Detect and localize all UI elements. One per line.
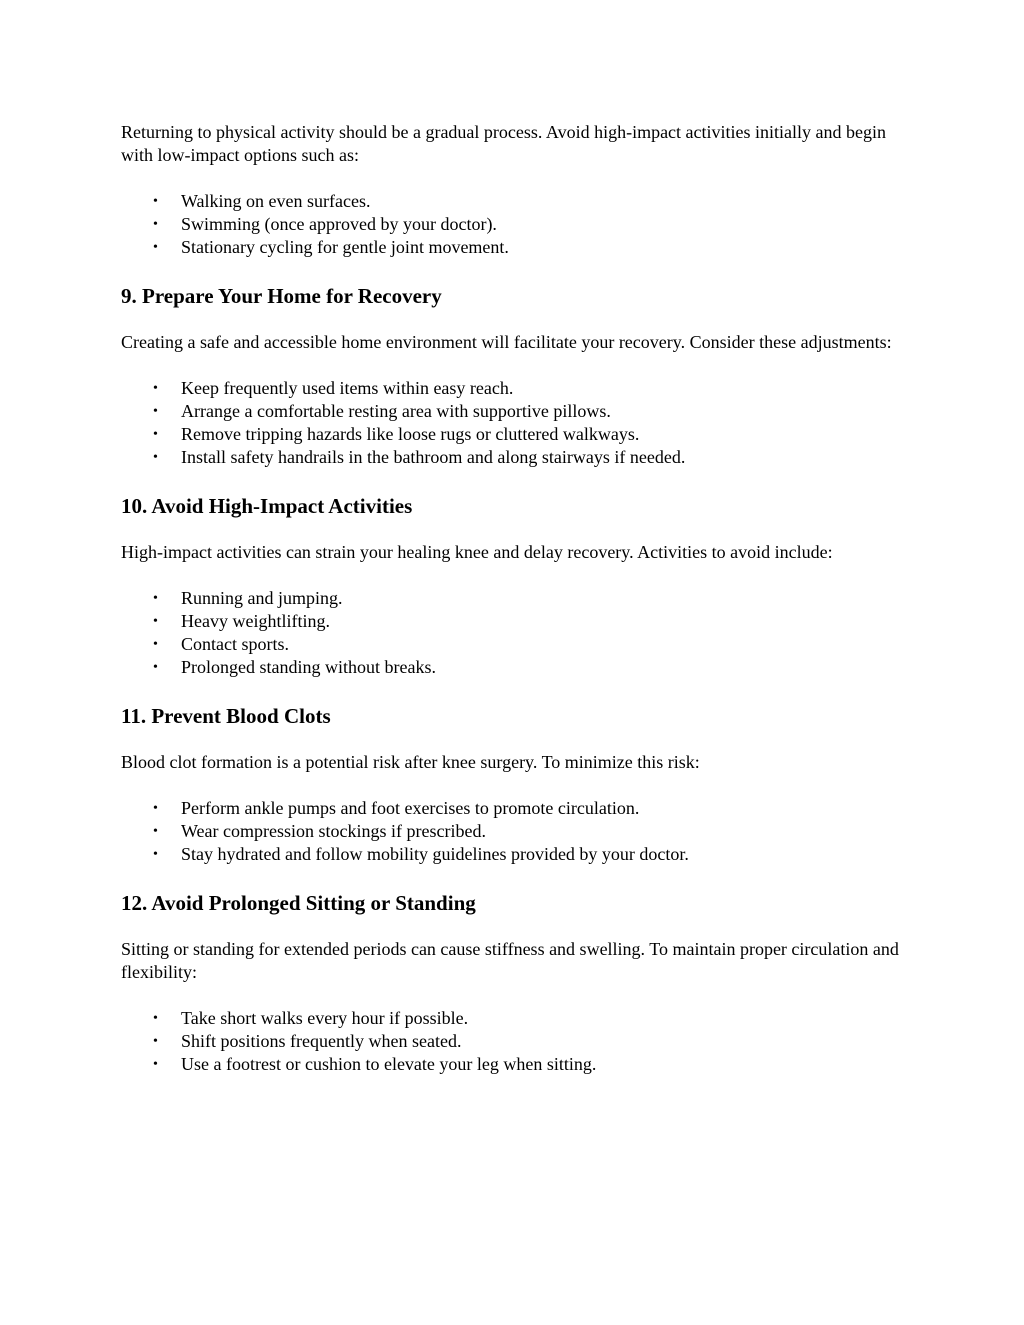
bullet-icon: • <box>153 824 158 839</box>
list-item-text: Remove tripping hazards like loose rugs or cluttered walkways. <box>181 424 640 444</box>
list-item <box>121 190 911 213</box>
section-list <box>121 587 911 679</box>
section-list <box>121 377 911 469</box>
list-item <box>121 587 911 610</box>
list-item-text: Contact sports. <box>181 634 289 654</box>
list-item-text: Prolonged standing without breaks. <box>181 657 436 677</box>
list-item-text: Perform ankle pumps and foot exercises to promote circulation. <box>181 798 640 818</box>
list-item-text: Running and jumping. <box>181 588 343 608</box>
list-item <box>121 1007 911 1030</box>
list-item <box>121 1030 911 1053</box>
list-item <box>121 656 911 679</box>
list-item-text: Wear compression stockings if prescribed. <box>181 821 486 841</box>
section-list <box>121 797 911 866</box>
list-item <box>121 820 911 843</box>
list-item-text: Use a footrest or cushion to elevate your leg when sitting. <box>181 1054 597 1074</box>
list-item <box>121 1053 911 1076</box>
list-item-text: Stay hydrated and follow mobility guidelines provided by your doctor. <box>181 844 689 864</box>
bullet-icon: • <box>153 217 158 232</box>
bullet-icon: • <box>153 381 158 396</box>
list-item <box>121 633 911 656</box>
bullet-icon: • <box>153 1034 158 1049</box>
bullet-icon: • <box>153 801 158 816</box>
section-heading-prolonged-sitting: 12. Avoid Prolonged Sitting or Standing <box>121 891 476 915</box>
list-item-text: Arrange a comfortable resting area with supportive pillows. <box>181 401 611 421</box>
list-item-text: Heavy weightlifting. <box>181 611 330 631</box>
bullet-icon: • <box>153 591 158 606</box>
bullet-icon: • <box>153 240 158 255</box>
list-item-text: Swimming (once approved by your doctor). <box>181 214 497 234</box>
list-item <box>121 446 911 469</box>
bullet-icon: • <box>153 637 158 652</box>
section-paragraph: Blood clot formation is a potential risk after knee surgery. To minimize this risk: <box>121 752 700 772</box>
bullet-icon: • <box>153 450 158 465</box>
bullet-icon: • <box>153 1011 158 1026</box>
bullet-icon: • <box>153 427 158 442</box>
bullet-icon: • <box>153 614 158 629</box>
list-item <box>121 400 911 423</box>
list-item-text: Keep frequently used items within easy reach. <box>181 378 514 398</box>
intro-list <box>121 190 911 259</box>
bullet-icon: • <box>153 1057 158 1072</box>
intro-paragraph: Returning to physical activity should be a gradual process. Avoid high-impact activities initially and begin with low-impact options such as: <box>121 122 886 165</box>
bullet-icon: • <box>153 847 158 862</box>
section-paragraph: Sitting or standing for extended periods can cause stiffness and swelling. To maintain proper circulation and flexibility: <box>121 939 899 982</box>
bullet-icon: • <box>153 194 158 209</box>
list-item-text: Take short walks every hour if possible. <box>181 1008 469 1028</box>
section-heading-blood-clots: 11. Prevent Blood Clots <box>121 704 331 728</box>
bullet-icon: • <box>153 404 158 419</box>
section-list <box>121 1007 911 1076</box>
list-item <box>121 423 911 446</box>
section-heading-high-impact: 10. Avoid High-Impact Activities <box>121 494 413 518</box>
list-item-text: Shift positions frequently when seated. <box>181 1031 462 1051</box>
section-heading-prepare-home: 9. Prepare Your Home for Recovery <box>121 284 442 308</box>
document-page <box>121 121 911 1100</box>
list-item <box>121 843 911 866</box>
list-item-text: Walking on even surfaces. <box>181 191 371 211</box>
list-item-text: Stationary cycling for gentle joint movement. <box>181 237 509 257</box>
list-item <box>121 213 911 236</box>
list-item-text: Install safety handrails in the bathroom and along stairways if needed. <box>181 447 686 467</box>
section-paragraph: High-impact activities can strain your healing knee and delay recovery. Activities to avoid include: <box>121 542 833 562</box>
list-item <box>121 377 911 400</box>
bullet-icon: • <box>153 660 158 675</box>
section-paragraph: Creating a safe and accessible home environment will facilitate your recovery. Consider these adjustments: <box>121 332 892 352</box>
list-item <box>121 797 911 820</box>
list-item <box>121 236 911 259</box>
list-item <box>121 610 911 633</box>
